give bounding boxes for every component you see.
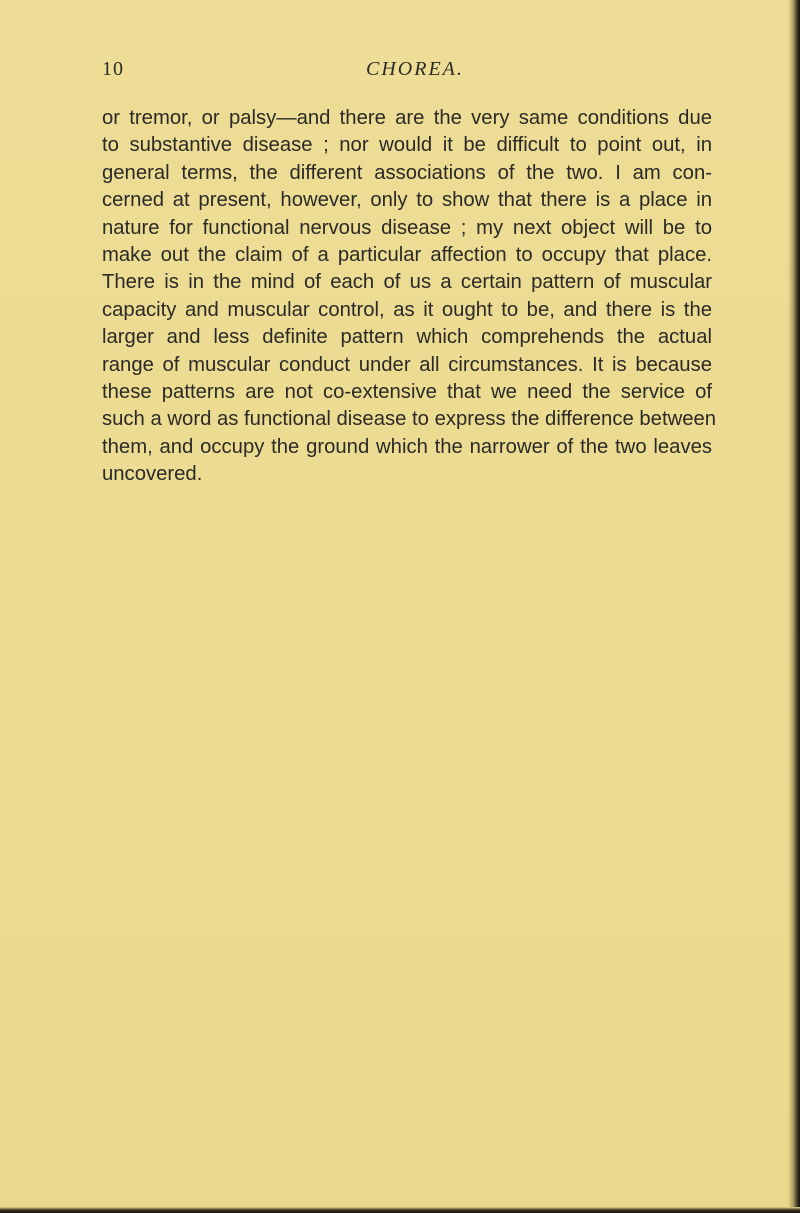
text-line: capacity and muscular control, as it ought to be, and there is the xyxy=(102,298,712,321)
page-bottom-edge xyxy=(0,1207,800,1213)
running-head xyxy=(100,58,720,88)
text-line: or tremor, or palsy—and there are the very same conditions due xyxy=(102,107,712,129)
text-line: There is in the mind of each of us a certain pattern of muscular xyxy=(102,271,712,294)
text-line: larger and less definite pattern which comprehends the actual xyxy=(102,326,712,349)
text-line: make out the claim of a particular affection to occupy that place. xyxy=(102,244,712,267)
text-line: nature for functional nervous disease ; my next object will be to xyxy=(102,216,712,239)
text-line: uncovered. xyxy=(102,463,203,486)
text-line: cerned at present, however, only to show that there is a place in xyxy=(102,189,712,212)
page-edge-shadow xyxy=(788,0,800,1213)
text-line: range of muscular conduct under all circumstances. It is because xyxy=(102,353,712,376)
text-line: these patterns are not co-extensive that we need the service of xyxy=(102,381,712,404)
running-title: CHOREA. xyxy=(366,58,464,80)
text-line: to substantive disease ; nor would it be difficult to point out, in xyxy=(102,134,712,157)
body-paragraph xyxy=(102,105,717,489)
text-line: general terms, the different associations of the two. I am con- xyxy=(102,161,712,184)
text-line: them, and occupy the ground which the narrower of the two leaves xyxy=(102,435,712,458)
text-line: such a word as functional disease to express the difference between xyxy=(102,408,717,431)
page-number: 10 xyxy=(102,58,124,80)
